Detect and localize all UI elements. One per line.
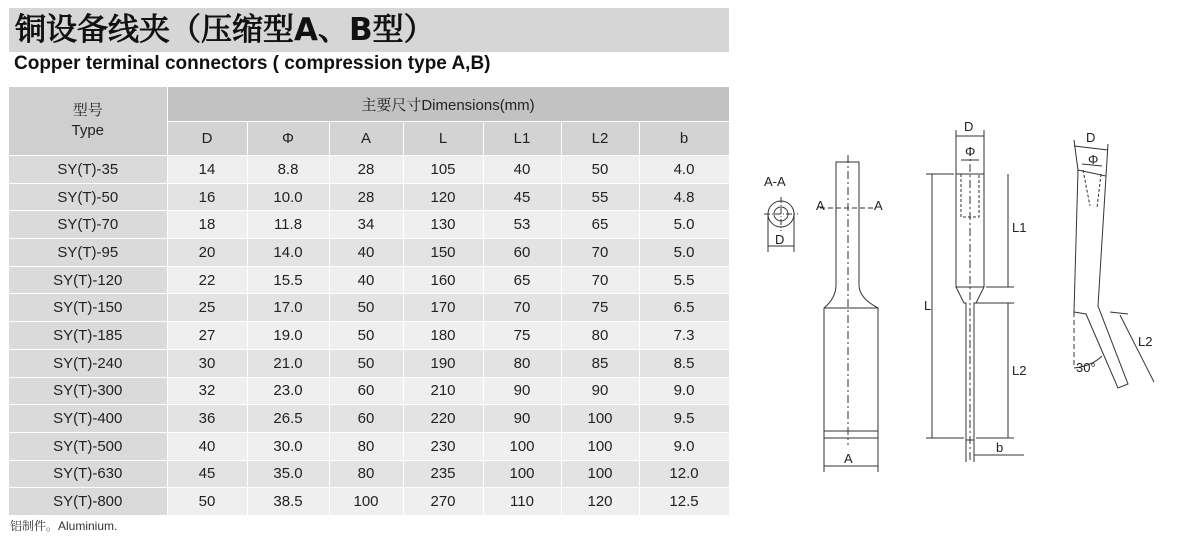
value-cell: 75 <box>561 294 639 322</box>
value-cell: 9.0 <box>639 377 729 405</box>
table-row <box>9 432 729 460</box>
value-cell: 100 <box>561 432 639 460</box>
section-label: A-A <box>764 174 786 189</box>
value-cell: 36 <box>167 405 247 433</box>
value-cell: 55 <box>561 183 639 211</box>
front-l2-label: L2 <box>1012 363 1027 378</box>
value-cell: 4.8 <box>639 183 729 211</box>
type-cell: SY(T)-500 <box>9 432 167 460</box>
front-d-label: D <box>964 119 974 134</box>
dimensions-table <box>9 87 730 516</box>
value-cell: 8.8 <box>247 156 329 184</box>
value-cell: 10.0 <box>247 183 329 211</box>
side-view-b <box>1074 140 1154 388</box>
table-row <box>9 349 729 377</box>
type-header <box>9 87 167 156</box>
value-cell: 6.5 <box>639 294 729 322</box>
column-header: L <box>403 122 483 156</box>
page-subtitle: Copper terminal connectors ( compression type A,B) <box>14 53 491 74</box>
value-cell: 65 <box>561 211 639 239</box>
width-a-label: A <box>844 451 853 466</box>
section-d-label: D <box>775 232 785 247</box>
value-cell: 35.0 <box>247 460 329 488</box>
side-angle-label: 30° <box>1076 360 1096 375</box>
column-header: L1 <box>483 122 561 156</box>
value-cell: 80 <box>561 322 639 350</box>
side-phi-label: Φ <box>1088 152 1099 167</box>
value-cell: 30.0 <box>247 432 329 460</box>
table-row <box>9 211 729 239</box>
value-cell: 12.5 <box>639 488 729 516</box>
value-cell: 50 <box>561 156 639 184</box>
value-cell: 50 <box>329 349 403 377</box>
page-title: 铜设备线夹（压缩型A、B型） <box>9 8 729 52</box>
value-cell: 70 <box>483 294 561 322</box>
value-cell: 30 <box>167 349 247 377</box>
value-cell: 170 <box>403 294 483 322</box>
front-view-a <box>820 155 878 472</box>
value-cell: 16 <box>167 183 247 211</box>
value-cell: 120 <box>561 488 639 516</box>
value-cell: 21.0 <box>247 349 329 377</box>
front-view-b <box>926 130 1027 462</box>
value-cell: 230 <box>403 432 483 460</box>
value-cell: 40 <box>329 239 403 267</box>
value-cell: 5.0 <box>639 239 729 267</box>
type-cell: SY(T)-800 <box>9 488 167 516</box>
value-cell: 40 <box>167 432 247 460</box>
value-cell: 70 <box>561 266 639 294</box>
value-cell: 85 <box>561 349 639 377</box>
column-header: A <box>329 122 403 156</box>
value-cell: 130 <box>403 211 483 239</box>
value-cell: 34 <box>329 211 403 239</box>
value-cell: 45 <box>167 460 247 488</box>
value-cell: 25 <box>167 294 247 322</box>
column-header: D <box>167 122 247 156</box>
cut-right-label: A <box>874 198 883 213</box>
table-row <box>9 322 729 350</box>
value-cell: 9.0 <box>639 432 729 460</box>
value-cell: 40 <box>483 156 561 184</box>
value-cell: 5.5 <box>639 266 729 294</box>
side-d-label: D <box>1086 130 1096 145</box>
value-cell: 9.5 <box>639 405 729 433</box>
technical-drawings <box>740 100 1184 480</box>
value-cell: 4.0 <box>639 156 729 184</box>
type-cell: SY(T)-150 <box>9 294 167 322</box>
value-cell: 270 <box>403 488 483 516</box>
value-cell: 26.5 <box>247 405 329 433</box>
value-cell: 100 <box>329 488 403 516</box>
type-cell: SY(T)-50 <box>9 183 167 211</box>
column-header: b <box>639 122 729 156</box>
type-cell: SY(T)-120 <box>9 266 167 294</box>
type-cell: SY(T)-35 <box>9 156 167 184</box>
value-cell: 220 <box>403 405 483 433</box>
value-cell: 60 <box>483 239 561 267</box>
table-row <box>9 377 729 405</box>
value-cell: 80 <box>329 432 403 460</box>
type-cell: SY(T)-300 <box>9 377 167 405</box>
value-cell: 60 <box>329 377 403 405</box>
cut-left-label: A <box>816 198 825 213</box>
side-l2-label: L2 <box>1138 334 1153 349</box>
value-cell: 50 <box>167 488 247 516</box>
table-row <box>9 488 729 516</box>
value-cell: 105 <box>403 156 483 184</box>
value-cell: 110 <box>483 488 561 516</box>
value-cell: 19.0 <box>247 322 329 350</box>
value-cell: 90 <box>561 377 639 405</box>
value-cell: 7.3 <box>639 322 729 350</box>
value-cell: 210 <box>403 377 483 405</box>
value-cell: 12.0 <box>639 460 729 488</box>
value-cell: 160 <box>403 266 483 294</box>
type-cell: SY(T)-630 <box>9 460 167 488</box>
value-cell: 20 <box>167 239 247 267</box>
table-row <box>9 156 729 184</box>
type-cell: SY(T)-70 <box>9 211 167 239</box>
value-cell: 60 <box>329 405 403 433</box>
value-cell: 180 <box>403 322 483 350</box>
type-cell: SY(T)-95 <box>9 239 167 267</box>
value-cell: 14 <box>167 156 247 184</box>
dimensions-group-header: 主要尺寸Dimensions(mm) <box>167 87 729 122</box>
value-cell: 120 <box>403 183 483 211</box>
value-cell: 100 <box>483 432 561 460</box>
type-cell: SY(T)-240 <box>9 349 167 377</box>
value-cell: 90 <box>483 377 561 405</box>
value-cell: 100 <box>483 460 561 488</box>
column-header: Φ <box>247 122 329 156</box>
value-cell: 38.5 <box>247 488 329 516</box>
value-cell: 15.5 <box>247 266 329 294</box>
value-cell: 27 <box>167 322 247 350</box>
table-row <box>9 266 729 294</box>
value-cell: 80 <box>483 349 561 377</box>
value-cell: 18 <box>167 211 247 239</box>
value-cell: 14.0 <box>247 239 329 267</box>
value-cell: 75 <box>483 322 561 350</box>
footnote: 铝制件。Aluminium. <box>10 519 118 533</box>
type-cell: SY(T)-400 <box>9 405 167 433</box>
value-cell: 90 <box>483 405 561 433</box>
value-cell: 5.0 <box>639 211 729 239</box>
type-header-cn: 型号 <box>72 102 103 119</box>
value-cell: 28 <box>329 156 403 184</box>
value-cell: 8.5 <box>639 349 729 377</box>
value-cell: 80 <box>329 460 403 488</box>
value-cell: 50 <box>329 322 403 350</box>
table-row <box>9 239 729 267</box>
value-cell: 53 <box>483 211 561 239</box>
front-l-label: L <box>924 298 932 313</box>
value-cell: 23.0 <box>247 377 329 405</box>
value-cell: 50 <box>329 294 403 322</box>
value-cell: 70 <box>561 239 639 267</box>
table-row <box>9 183 729 211</box>
front-b-label: b <box>996 440 1004 455</box>
value-cell: 235 <box>403 460 483 488</box>
type-cell: SY(T)-185 <box>9 322 167 350</box>
column-header: L2 <box>561 122 639 156</box>
value-cell: 22 <box>167 266 247 294</box>
value-cell: 150 <box>403 239 483 267</box>
value-cell: 190 <box>403 349 483 377</box>
front-phi-label: Φ <box>965 144 976 159</box>
front-l1-label: L1 <box>1012 220 1027 235</box>
value-cell: 65 <box>483 266 561 294</box>
value-cell: 28 <box>329 183 403 211</box>
table-row <box>9 294 729 322</box>
value-cell: 11.8 <box>247 211 329 239</box>
value-cell: 100 <box>561 405 639 433</box>
table-row <box>9 405 729 433</box>
value-cell: 17.0 <box>247 294 329 322</box>
value-cell: 100 <box>561 460 639 488</box>
table-row <box>9 460 729 488</box>
value-cell: 32 <box>167 377 247 405</box>
value-cell: 40 <box>329 266 403 294</box>
type-header-en: Type <box>71 122 105 139</box>
value-cell: 45 <box>483 183 561 211</box>
